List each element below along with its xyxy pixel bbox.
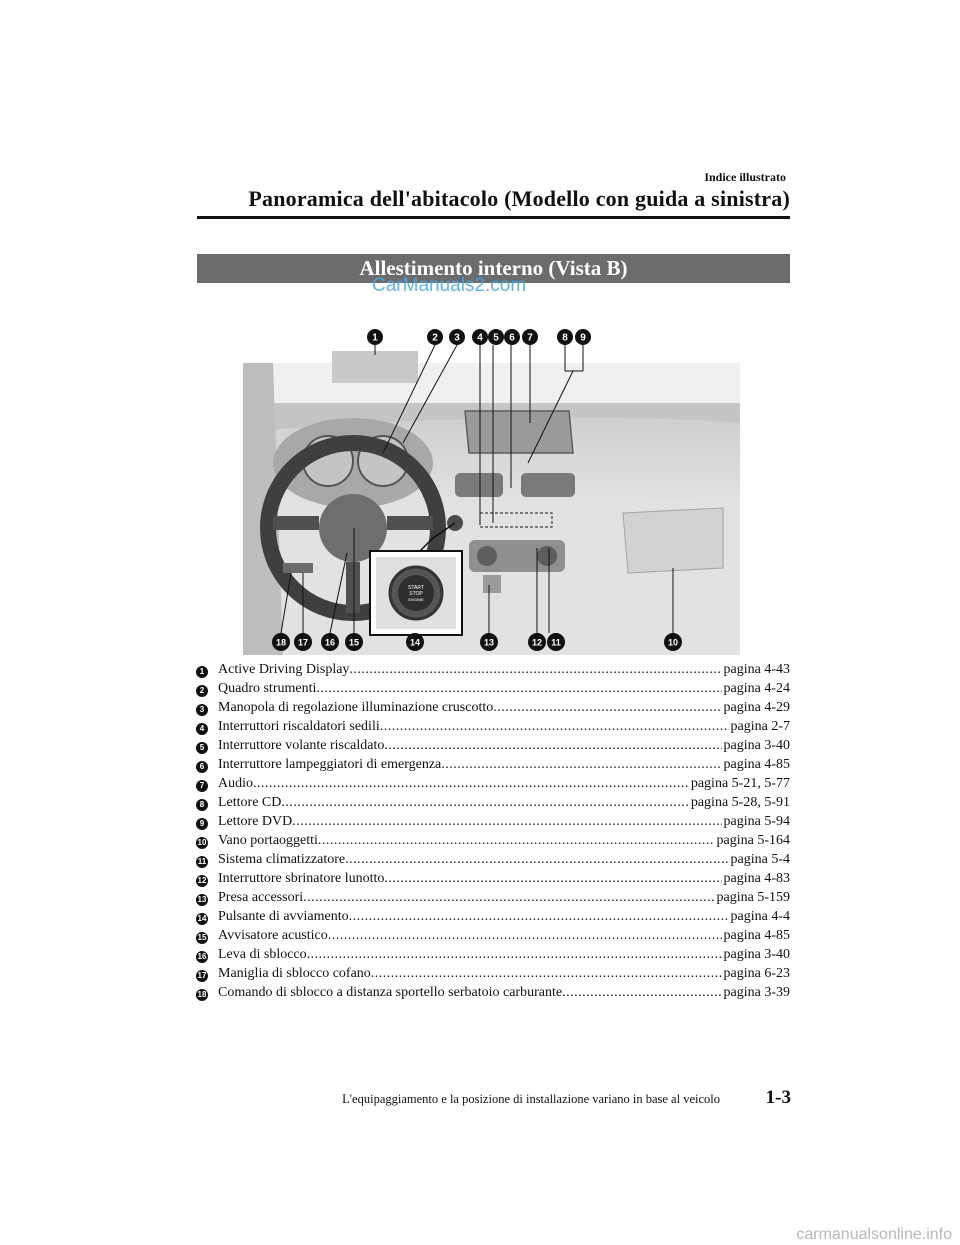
legend-item [196, 964, 790, 983]
item-number-icon: 10 [197, 838, 207, 847]
callout-17 [294, 633, 312, 651]
svg-text:10: 10 [667, 637, 679, 648]
item-label: Leva di sblocco [218, 947, 307, 962]
page-reference: pagina 4-4 [730, 909, 790, 924]
page-reference: pagina 3-40 [723, 947, 790, 962]
legend-item [196, 679, 790, 698]
legend-item [196, 907, 790, 926]
item-number-icon: 11 [197, 857, 207, 866]
footer-note: L'equipaggiamento e la posizione di installazione variano in base al veicolo [342, 1092, 720, 1106]
item-label: Comando di sblocco a distanza sportello serbatoio carburante [218, 985, 563, 1000]
svg-text:13: 13 [483, 637, 495, 648]
page-reference: pagina 5-159 [716, 890, 790, 905]
item-label: Pulsante di avviamento [218, 909, 349, 924]
page-number: 1-3 [765, 1087, 791, 1108]
svg-text:4: 4 [477, 332, 483, 344]
svg-text:5: 5 [493, 332, 499, 344]
component-legend [196, 660, 790, 1002]
item-label: Interruttore volante riscaldato [218, 738, 385, 753]
page-reference: pagina 2-7 [730, 719, 790, 734]
svg-text:3: 3 [454, 332, 460, 344]
item-number-icon: 17 [197, 971, 207, 980]
page-title: Panoramica dell'abitacolo (Modello con guida a sinistra) [248, 186, 790, 211]
start-text-3: ENGINE [408, 597, 424, 602]
callout-16 [321, 633, 339, 651]
legend-item [196, 831, 790, 850]
legend-item [196, 698, 790, 717]
item-number-icon: 13 [197, 895, 207, 904]
callout-10 [664, 633, 682, 651]
page-reference: pagina 4-29 [723, 700, 790, 715]
start-text-1: START [408, 585, 424, 591]
item-number-icon: 6 [196, 761, 208, 773]
legend-item [196, 812, 790, 831]
item-number-icon: 15 [197, 933, 207, 942]
item-label: Presa accessori [218, 890, 304, 905]
page-reference: pagina 4-83 [723, 871, 790, 886]
callout-6 [504, 329, 520, 345]
page-reference: pagina 4-85 [723, 928, 790, 943]
svg-text:8: 8 [562, 332, 568, 344]
section-label: Indice illustrato [704, 170, 786, 184]
page-reference: pagina 5-4 [730, 852, 790, 867]
watermark-text: CarManuals2.com [372, 275, 527, 296]
callout-1 [367, 329, 383, 345]
item-number-icon: 1 [196, 666, 208, 678]
page-reference: pagina 6-23 [723, 966, 790, 981]
item-number-icon: 7 [196, 780, 208, 792]
section-banner: Allestimento interno (Vista B) [197, 254, 790, 283]
title-rule [197, 216, 790, 219]
legend-item [196, 755, 790, 774]
item-label: Interruttore sbrinatore lunotto [218, 871, 385, 886]
item-number-icon: 8 [196, 799, 208, 811]
svg-text:6: 6 [509, 332, 515, 344]
callout-2 [427, 329, 443, 345]
item-label: Manopola di regolazione illuminazione cruscotto [218, 700, 494, 715]
legend-item [196, 850, 790, 869]
svg-text:18: 18 [275, 637, 287, 648]
callout-11 [547, 633, 565, 651]
legend-item [196, 774, 790, 793]
page-reference: pagina 5-94 [723, 814, 790, 829]
callout-5 [488, 329, 504, 345]
item-number-icon: 5 [196, 742, 208, 754]
svg-text:12: 12 [531, 637, 543, 648]
item-number-icon: 16 [197, 952, 207, 961]
page-reference: pagina 5-28, 5-91 [690, 795, 790, 810]
item-label: Avvisatore acustico [218, 928, 328, 943]
item-label: Interruttore lampeggiatori di emergenza [218, 757, 442, 772]
page-reference: pagina 3-39 [723, 985, 790, 1000]
legend-item [196, 983, 790, 1002]
top-callouts [367, 329, 591, 345]
legend-item [196, 660, 790, 679]
item-label: Lettore DVD [218, 814, 293, 829]
callout-18 [272, 633, 290, 651]
item-label: Audio [218, 776, 253, 791]
glovebox [623, 508, 723, 573]
item-number-icon: 4 [196, 723, 208, 735]
hud-box [332, 351, 418, 383]
legend-item [196, 945, 790, 964]
item-label: Active Driving Display [218, 662, 350, 677]
start-text-2: STOP [409, 591, 423, 597]
svg-text:7: 7 [527, 332, 533, 344]
corner-watermark: carmanualsonline.info [796, 1226, 952, 1243]
page-reference: pagina 4-43 [723, 662, 790, 677]
item-label: Sistema climatizzatore [218, 852, 346, 867]
page-reference: pagina 4-24 [723, 681, 790, 696]
page-reference: pagina 3-40 [723, 738, 790, 753]
accessory-socket [483, 575, 501, 593]
cabin-illustration [243, 323, 740, 655]
callout-12 [528, 633, 546, 651]
item-number-icon: 18 [197, 990, 207, 999]
page-reference: pagina 5-164 [716, 833, 790, 848]
page-reference: pagina 4-85 [723, 757, 790, 772]
right-vent [521, 473, 575, 497]
svg-text:11: 11 [551, 637, 561, 648]
item-label: Vano portaoggetti [218, 833, 318, 848]
item-label: Maniglia di sblocco cofano [218, 966, 371, 981]
svg-text:17: 17 [297, 637, 309, 648]
item-number-icon: 14 [197, 914, 207, 923]
legend-item [196, 888, 790, 907]
legend-item [196, 717, 790, 736]
legend-item [196, 869, 790, 888]
callout-4 [472, 329, 488, 345]
callout-15 [345, 633, 363, 651]
callout-8 [557, 329, 573, 345]
svg-text:9: 9 [580, 332, 586, 344]
left-vent [455, 473, 503, 497]
callout-9 [575, 329, 591, 345]
svg-text:16: 16 [324, 637, 336, 648]
legend-item [196, 926, 790, 945]
callout-7 [522, 329, 538, 345]
svg-text:2: 2 [432, 332, 438, 344]
svg-text:15: 15 [348, 637, 360, 648]
callout-13 [480, 633, 498, 651]
item-number-icon: 2 [196, 685, 208, 697]
item-label: Lettore CD [218, 795, 282, 810]
item-label: Interruttori riscaldatori sedili [218, 719, 380, 734]
item-number-icon: 9 [196, 818, 208, 830]
callout-3 [449, 329, 465, 345]
svg-text:1: 1 [372, 332, 378, 344]
item-number-icon: 3 [196, 704, 208, 716]
page-reference: pagina 5-21, 5-77 [690, 776, 790, 791]
legend-item [196, 736, 790, 755]
callout-14 [406, 633, 424, 651]
item-number-icon: 12 [197, 876, 207, 885]
svg-text:14: 14 [409, 637, 421, 648]
legend-item [196, 793, 790, 812]
center-display-icon [465, 411, 573, 453]
item-label: Quadro strumenti [218, 681, 317, 696]
